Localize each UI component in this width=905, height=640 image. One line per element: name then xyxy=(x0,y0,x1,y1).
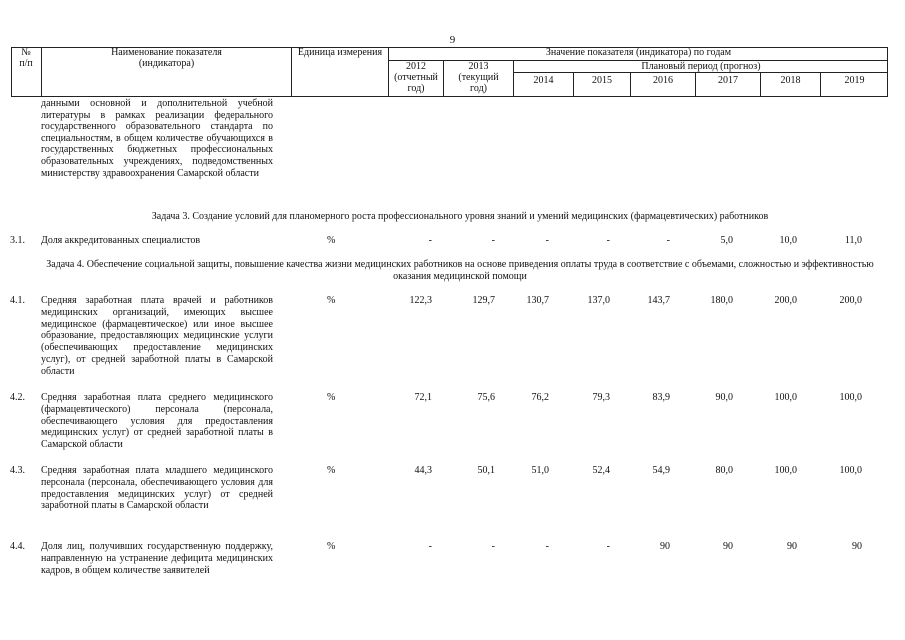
header-unit: Единица измерения xyxy=(291,47,388,97)
row-name: Доля аккредитованных специалистов xyxy=(41,235,201,246)
row-value: 5,0 xyxy=(720,235,733,246)
header-year-2014: 2014 xyxy=(513,72,573,97)
row-value: - xyxy=(428,541,432,552)
row-value: 100,0 xyxy=(839,465,862,476)
row-value: 52,4 xyxy=(592,465,610,476)
row-value: 11,0 xyxy=(844,235,862,246)
row-name: Средняя заработная плата врачей и работников медицинских организаций, имеющих высшее медицинское (фармацевтическое) или иное высшее образование, предоставляющих медицинские услуги (обеспечивающих предоставление медицинских услуг), от средней заработной платы в Самарской области xyxy=(41,295,273,377)
row-value: 90 xyxy=(852,541,862,552)
row-number: 3.1. xyxy=(10,235,25,246)
row-value: - xyxy=(428,235,432,246)
row-unit: % xyxy=(327,235,336,246)
row-value: 100,0 xyxy=(774,465,797,476)
row-name: Средняя заработная плата среднего медицинского (фармацевтического) персонала (персонала, обеспечивающего условия для предоставления медицинских услуг) от средней заработной платы в Самарской области xyxy=(41,392,273,451)
row-value: 143,7 xyxy=(647,295,670,306)
header-year-2015: 2015 xyxy=(573,72,630,97)
row-value: 51,0 xyxy=(531,465,549,476)
row-value: - xyxy=(606,235,610,246)
row-value: 76,2 xyxy=(531,392,549,403)
row-name: Доля лиц, получивших государственную поддержку, направленную на устранение дефицита медицинских кадров, в общем количестве заявителей xyxy=(41,541,273,576)
header-2013: 2013 (текущий год) xyxy=(443,60,513,97)
row-value: 90 xyxy=(660,541,670,552)
row-number: 4.1. xyxy=(10,295,25,306)
header-2012: 2012 (отчетный год) xyxy=(388,60,443,97)
row-value: 44,3 xyxy=(414,465,432,476)
row-name: Средняя заработная плата младшего медицинского персонала (персонала, обеспечивающего условия для предоставления медицинских услуг) от средней заработной платы в Самарской области xyxy=(41,465,273,512)
row-unit: % xyxy=(327,541,336,552)
row-unit: % xyxy=(327,392,336,403)
row-value: 72,1 xyxy=(414,392,432,403)
row-value: 50,1 xyxy=(477,465,495,476)
row-value: 137,0 xyxy=(587,295,610,306)
row-value: - xyxy=(666,235,670,246)
row-value: 90 xyxy=(787,541,797,552)
row-value: 129,7 xyxy=(472,295,495,306)
row-value: 54,9 xyxy=(652,465,670,476)
header-year-2016: 2016 xyxy=(630,72,695,97)
row-value: - xyxy=(491,541,495,552)
row-unit: % xyxy=(327,465,336,476)
task-3-heading: Задача 3. Создание условий для планомерного роста профессионального уровня знаний и умений медицинских (фармацевтических) работников xyxy=(151,211,769,222)
row-value: 10,0 xyxy=(779,235,797,246)
continued-text: данными основной и дополнительной учебной литературы в рамках реализации федерального государственного образовательного стандарта по специальностям, в общем количестве обучающихся в государственных бюджетных профессиональных образовательных учреждениях, подведомственных министерству здравоохранения Самарской области xyxy=(41,98,273,179)
row-number: 4.4. xyxy=(10,541,25,552)
row-value: 200,0 xyxy=(839,295,862,306)
row-value: - xyxy=(606,541,610,552)
task-4-heading: Задача 4. Обеспечение социальной защиты, повышение качества жизни медицинских работников на основе приведения оплаты труда в соответствие с объемами, сложностью и эффективностью оказания медицинской помощи xyxy=(46,259,874,282)
row-value: 75,6 xyxy=(477,392,495,403)
row-number: 4.2. xyxy=(10,392,25,403)
row-number: 4.3. xyxy=(10,465,25,476)
table-header xyxy=(11,47,888,97)
header-year-2017: 2017 xyxy=(695,72,760,97)
header-values: Значение показателя (индикатора) по годам xyxy=(388,47,888,60)
row-unit: % xyxy=(327,295,336,306)
row-value: 100,0 xyxy=(774,392,797,403)
row-value: 80,0 xyxy=(715,465,733,476)
row-value: 180,0 xyxy=(710,295,733,306)
row-value: 130,7 xyxy=(526,295,549,306)
header-year-2019: 2019 xyxy=(820,72,888,97)
row-value: 83,9 xyxy=(652,392,670,403)
row-value: - xyxy=(491,235,495,246)
row-value: 122,3 xyxy=(409,295,432,306)
header-name: Наименование показателя (индикатора) xyxy=(41,47,291,97)
row-value: 79,3 xyxy=(592,392,610,403)
header-plan: Плановый период (прогноз) xyxy=(513,60,888,72)
row-value: - xyxy=(545,235,549,246)
row-value: 90 xyxy=(723,541,733,552)
header-year-2018: 2018 xyxy=(760,72,820,97)
row-value: 90,0 xyxy=(715,392,733,403)
row-value: - xyxy=(545,541,549,552)
page-number: 9 xyxy=(449,34,456,46)
row-value: 100,0 xyxy=(839,392,862,403)
row-value: 200,0 xyxy=(774,295,797,306)
header-num: № п/п xyxy=(19,47,33,69)
